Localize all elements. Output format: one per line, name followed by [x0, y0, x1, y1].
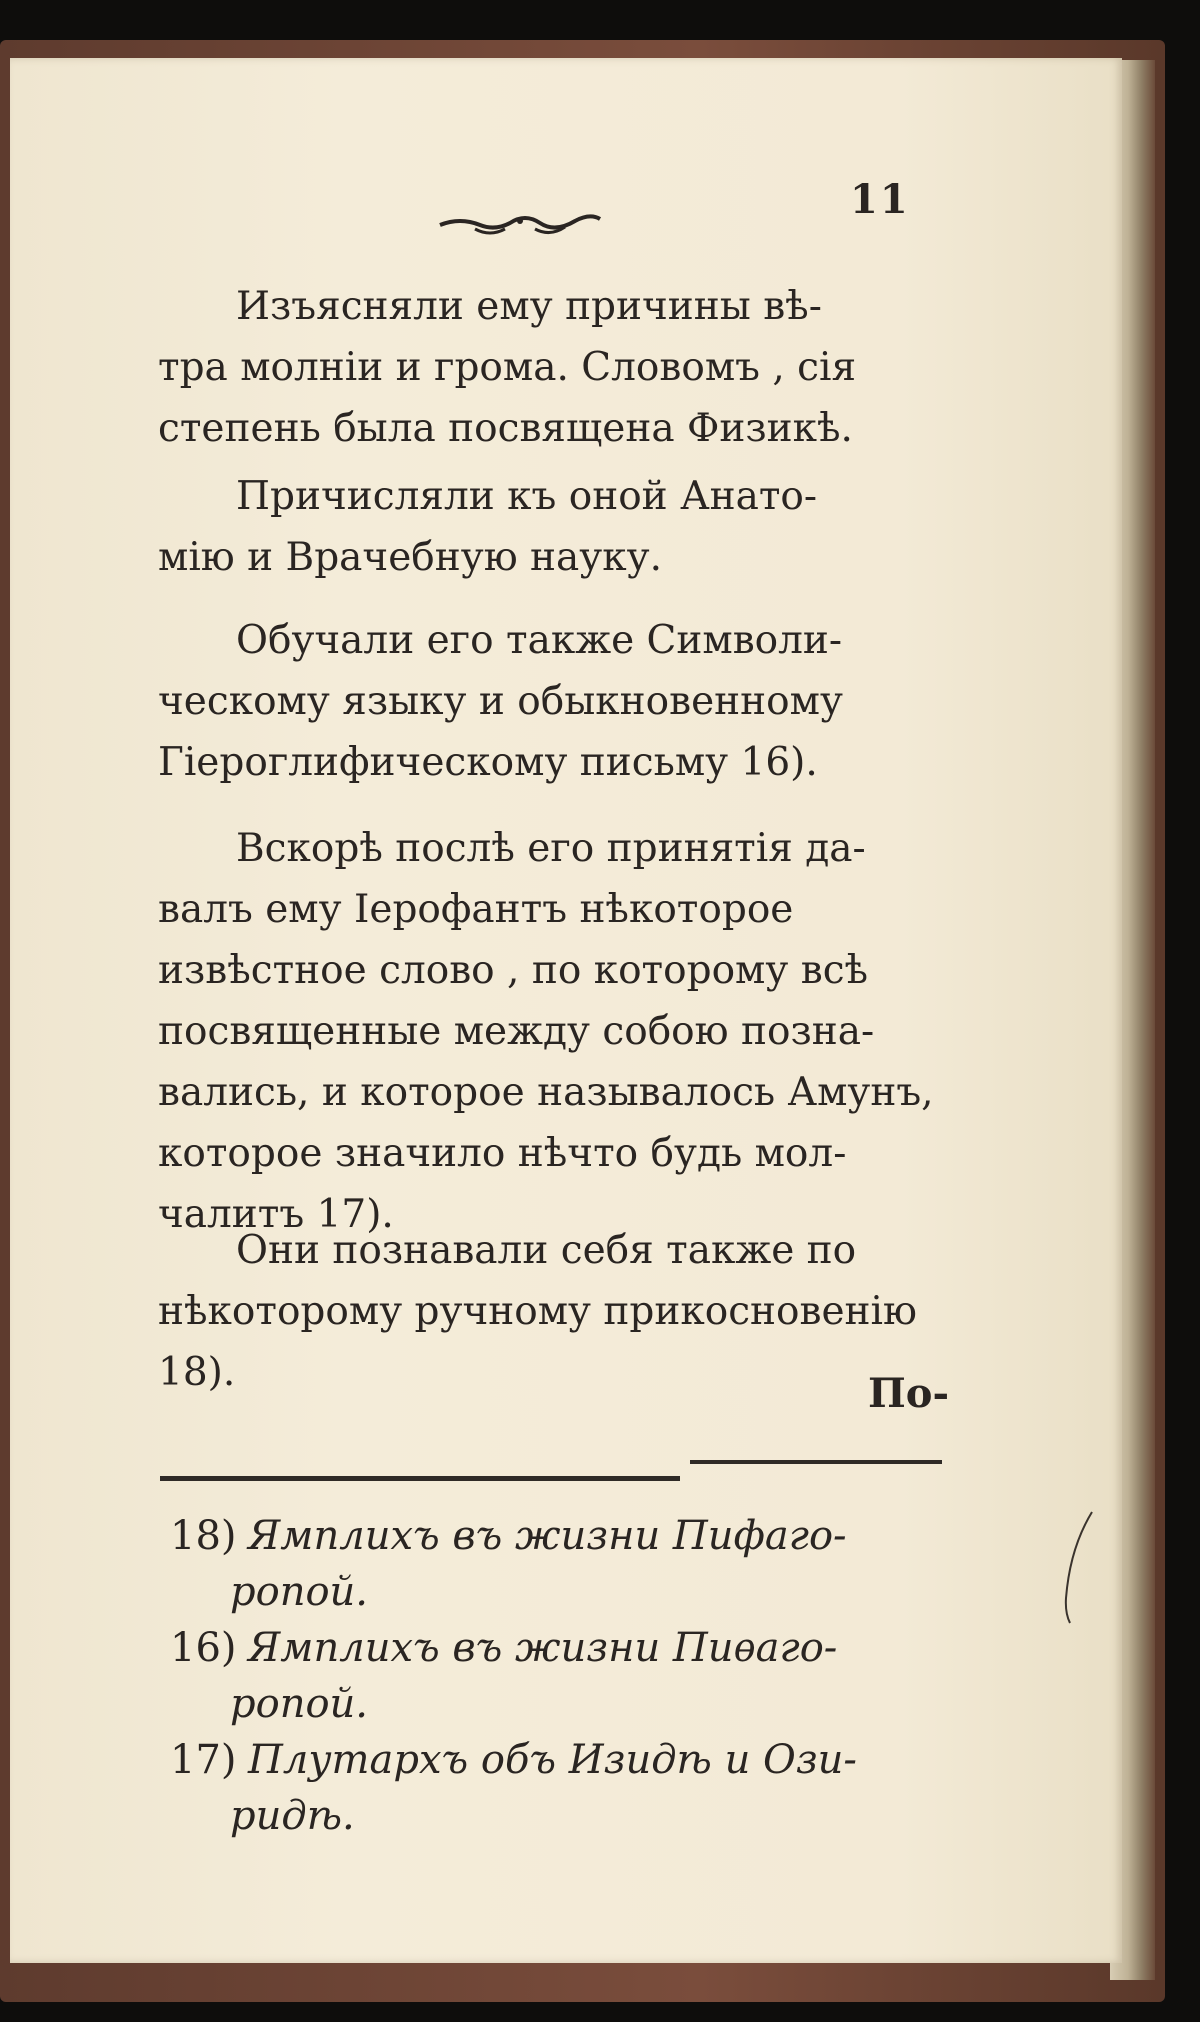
text-line: тра молнiи и грома. Словомъ , сiя [158, 345, 857, 390]
text-line: Обучали его также Символи- [236, 618, 843, 663]
text-line: Вскорѣ послѣ его принятiя да- [236, 826, 866, 871]
paragraph-1 [158, 276, 918, 459]
footnote-text: Ямплихъ въ жизни Пифаго- [248, 1513, 847, 1559]
book-page [10, 58, 1122, 1963]
footnote-continuation: ропой. [230, 1681, 369, 1727]
text-line: Гiероглифическому письму 16). [158, 740, 818, 785]
text-line: которое значило нѣчто будь мол- [158, 1131, 847, 1176]
paragraph-5 [158, 1220, 918, 1403]
footnote-text: Плутархъ объ Изидѣ и Ози- [248, 1737, 857, 1783]
footnote-text: Ямплихъ въ жизни Пиѳаго- [248, 1625, 838, 1671]
footnote-rule-left [160, 1476, 680, 1481]
footnote-number: 17) [170, 1737, 237, 1783]
footnote [170, 1620, 960, 1732]
text-line: Причисляли къ оной Анато- [236, 474, 818, 519]
text-line: извѣстное слово , по которому всѣ [158, 948, 869, 993]
footnote-continuation: ридѣ. [230, 1793, 355, 1839]
text-line: Они познавали себя также по [236, 1228, 857, 1273]
text-line: мiю и Врачебную науку. [158, 535, 662, 580]
footnote-number: 16) [170, 1625, 237, 1671]
text-line: Изъясняли ему причины вѣ- [236, 284, 822, 329]
text-line: вались, и которое называлось Амунъ, [158, 1070, 934, 1115]
paragraph-4 [158, 818, 934, 1245]
text-line: посвященные между собою позна- [158, 1009, 875, 1054]
text-line: валъ ему Iерофантъ нѣкоторое [158, 887, 794, 932]
footnote [170, 1732, 960, 1844]
footnote [170, 1508, 960, 1620]
catchword: По- [868, 1370, 950, 1417]
ink-stroke-mark [1060, 1508, 1100, 1628]
footnotes [170, 1508, 960, 1844]
footnote-continuation: ропой. [230, 1569, 369, 1615]
footnote-rule-right [690, 1460, 942, 1464]
text-line: степень была посвящена Физикѣ. [158, 406, 853, 451]
text-line: ческому языку и обыкновенному [158, 679, 843, 724]
text-line: 18). [158, 1350, 236, 1395]
paragraph-3 [158, 610, 918, 793]
text-line: чалитъ 17). [158, 1192, 394, 1237]
footnote-number: 18) [170, 1513, 237, 1559]
paragraph-2 [158, 466, 918, 588]
page-number: 11 [850, 176, 910, 223]
text-line: нѣкоторому ручному прикосновенiю [158, 1289, 917, 1334]
headpiece-ornament [435, 203, 605, 243]
